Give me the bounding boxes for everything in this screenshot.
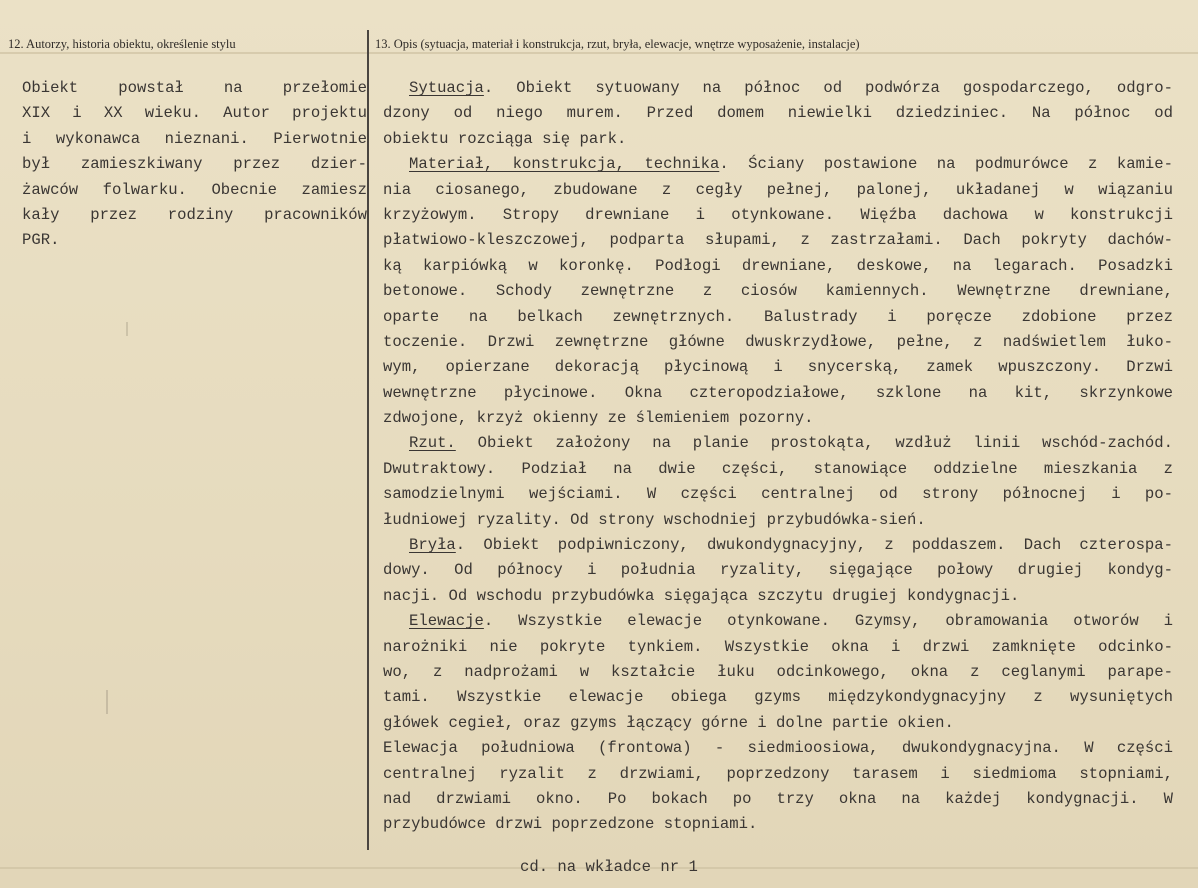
text-line	[383, 762, 1173, 787]
text-line	[383, 406, 1173, 431]
field-12-label: 12. Autorzy, historia obiektu, określenie stylu	[8, 37, 236, 51]
line-text: samodzielnymi wejściami. W części centralnej od strony północnej i po-	[383, 485, 1173, 504]
line-text: wo, z nadprożami w kształcie łuku odcinkowego, okna z ceglanymi parape-	[383, 662, 1173, 681]
line-text: . Wszystkie elewacje otynkowane. Gzymsy, obramowania otworów i	[483, 612, 1173, 631]
line-text: . Obiekt sytuowany na północ od podwórza gospodarczego, odgro-	[483, 79, 1173, 97]
text-line: PGR.	[22, 231, 60, 250]
continuation-note: cd. na wkładce nr 1	[520, 858, 698, 876]
text-line: XIX i XX wieku. Autor projektu	[22, 104, 367, 123]
text-line: kały przez rodziny pracowników	[22, 205, 367, 224]
paper-mark	[106, 690, 108, 714]
fold-crease	[0, 52, 1198, 54]
text-line	[383, 101, 1173, 126]
line-text: toczenie. Drzwi zewnętrzne główne dwuskrzydłowe, pełne, z nadświetlem łuko-	[383, 332, 1173, 351]
line-text: centralnej ryzalit z drzwiami, poprzedzony tarasem i siedmioma stopniami,	[383, 764, 1173, 783]
text-line	[383, 482, 1173, 507]
line-text: Dwutraktowy. Podział na dwie części, stanowiące oddzielne mieszkania z	[383, 459, 1173, 478]
text-line	[383, 152, 1173, 177]
line-text: krzyżowym. Stropy drewniane i otynkowane. Więźba dachowa w konstrukcji	[383, 205, 1173, 224]
text-line	[383, 635, 1173, 660]
text-line	[383, 330, 1173, 355]
text-line	[383, 508, 1173, 533]
line-text: nacji. Od wschodu przybudówka sięgająca szczytu drugiej kondygnacji.	[383, 586, 1020, 605]
text-line: był zamieszkiwany przez dzier-	[22, 155, 367, 174]
line-text: przybudówce drzwi poprzedzone stopniami.	[383, 815, 758, 834]
text-line	[383, 609, 1173, 634]
text-line	[383, 711, 1173, 736]
text-line	[383, 228, 1173, 253]
line-text: wym, opierzane dekoracją płycinową i snycerską, zamek wpuszczony. Drzwi	[383, 358, 1173, 377]
line-text: główek cegieł, oraz gzyms łączący górne i dolne partie okien.	[383, 713, 954, 732]
line-text: ką karpiówką w koronkę. Podłogi drewniane, deskowe, na legarach. Posadzki	[383, 256, 1173, 275]
line-text: oparte na belkach zewnętrznych. Balustrady i poręcze zdobione przez	[383, 307, 1173, 326]
field-13-content	[383, 76, 1173, 838]
text-line	[383, 203, 1173, 228]
text-line	[383, 127, 1173, 152]
text-line	[383, 305, 1173, 330]
line-text: dzony od niego murem. Przed domem niewielki dziedziniec. Na północ od	[383, 104, 1173, 123]
text-line	[383, 558, 1173, 583]
line-text: płatwiowo-kleszczowej, podparta słupami, z zastrzałami. Dach pokryty dachów-	[383, 231, 1173, 250]
text-line	[383, 355, 1173, 380]
text-line	[383, 533, 1173, 558]
text-line	[383, 178, 1173, 203]
line-text: zdwojone, krzyż okienny ze ślemieniem pozorny.	[383, 409, 814, 428]
field-12-content	[22, 76, 367, 254]
section-heading: Sytuacja	[409, 79, 484, 97]
text-line	[383, 660, 1173, 685]
line-text: betonowe. Schody zewnętrzne z ciosów kamiennych. Wewnętrzne drewniane,	[383, 282, 1173, 301]
section-heading: Rzut.	[409, 434, 456, 453]
section-heading: Materiał, konstrukcja, technika	[409, 155, 720, 174]
text-line	[383, 431, 1173, 456]
text-line: żawców folwarku. Obecnie zamiesz	[22, 180, 367, 199]
line-text: nia ciosanego, zbudowane z cegły pełnej, palonej, układanej w wiązaniu	[383, 180, 1173, 199]
text-line	[383, 685, 1173, 710]
section-heading: Bryła	[409, 536, 456, 555]
text-line	[383, 584, 1173, 609]
text-line: Obiekt powstał na przełomie	[22, 79, 367, 97]
line-text: wewnętrzne płycinowe. Okna czteropodziałowe, szklone na kit, skrzynkowe	[383, 383, 1173, 402]
line-text: obiektu rozciąga się park.	[383, 129, 627, 148]
text-line	[383, 787, 1173, 812]
field-13-label: 13. Opis (sytuacja, materiał i konstrukcja, rzut, bryła, elewacje, wnętrze wyposażenie, instalacje)	[375, 37, 860, 51]
line-text: łudniowej ryzality. Od strony wschodniej przybudówka-sień.	[383, 510, 926, 529]
text-line	[383, 76, 1173, 101]
text-line	[383, 254, 1173, 279]
paper-mark	[126, 322, 128, 336]
line-text: . Ściany postawione na podmurówce z kamie-	[719, 155, 1173, 174]
line-text: Elewacja południowa (frontowa) - siedmioosiowa, dwukondygnacyjna. W części	[383, 739, 1173, 758]
line-text: . Obiekt podpiwniczony, dwukondygnacyjny, z poddaszem. Dach czterospa-	[455, 536, 1173, 555]
text-line	[383, 812, 1173, 837]
text-line	[383, 279, 1173, 304]
line-text: tami. Wszystkie elewacje obiega gzyms międzykondygnacyjny z wysuniętych	[383, 688, 1173, 707]
column-divider	[367, 30, 369, 850]
text-line	[383, 736, 1173, 761]
line-text: nad drzwiami okno. Po bokach po trzy okna na każdej kondygnacji. W	[383, 789, 1173, 808]
section-heading: Elewacje	[409, 612, 484, 631]
line-text: narożniki nie pokryte tynkiem. Wszystkie okna i drzwi zamknięte odcinko-	[383, 637, 1173, 656]
text-line	[383, 381, 1173, 406]
line-text: dowy. Od północy i południa ryzality, sięgające połowy drugiej kondyg-	[383, 561, 1173, 580]
text-line	[383, 457, 1173, 482]
text-line: i wykonawca nieznani. Pierwotnie	[22, 129, 367, 148]
line-text: Obiekt założony na planie prostokąta, wzdłuż linii wschód-zachód.	[455, 434, 1173, 453]
